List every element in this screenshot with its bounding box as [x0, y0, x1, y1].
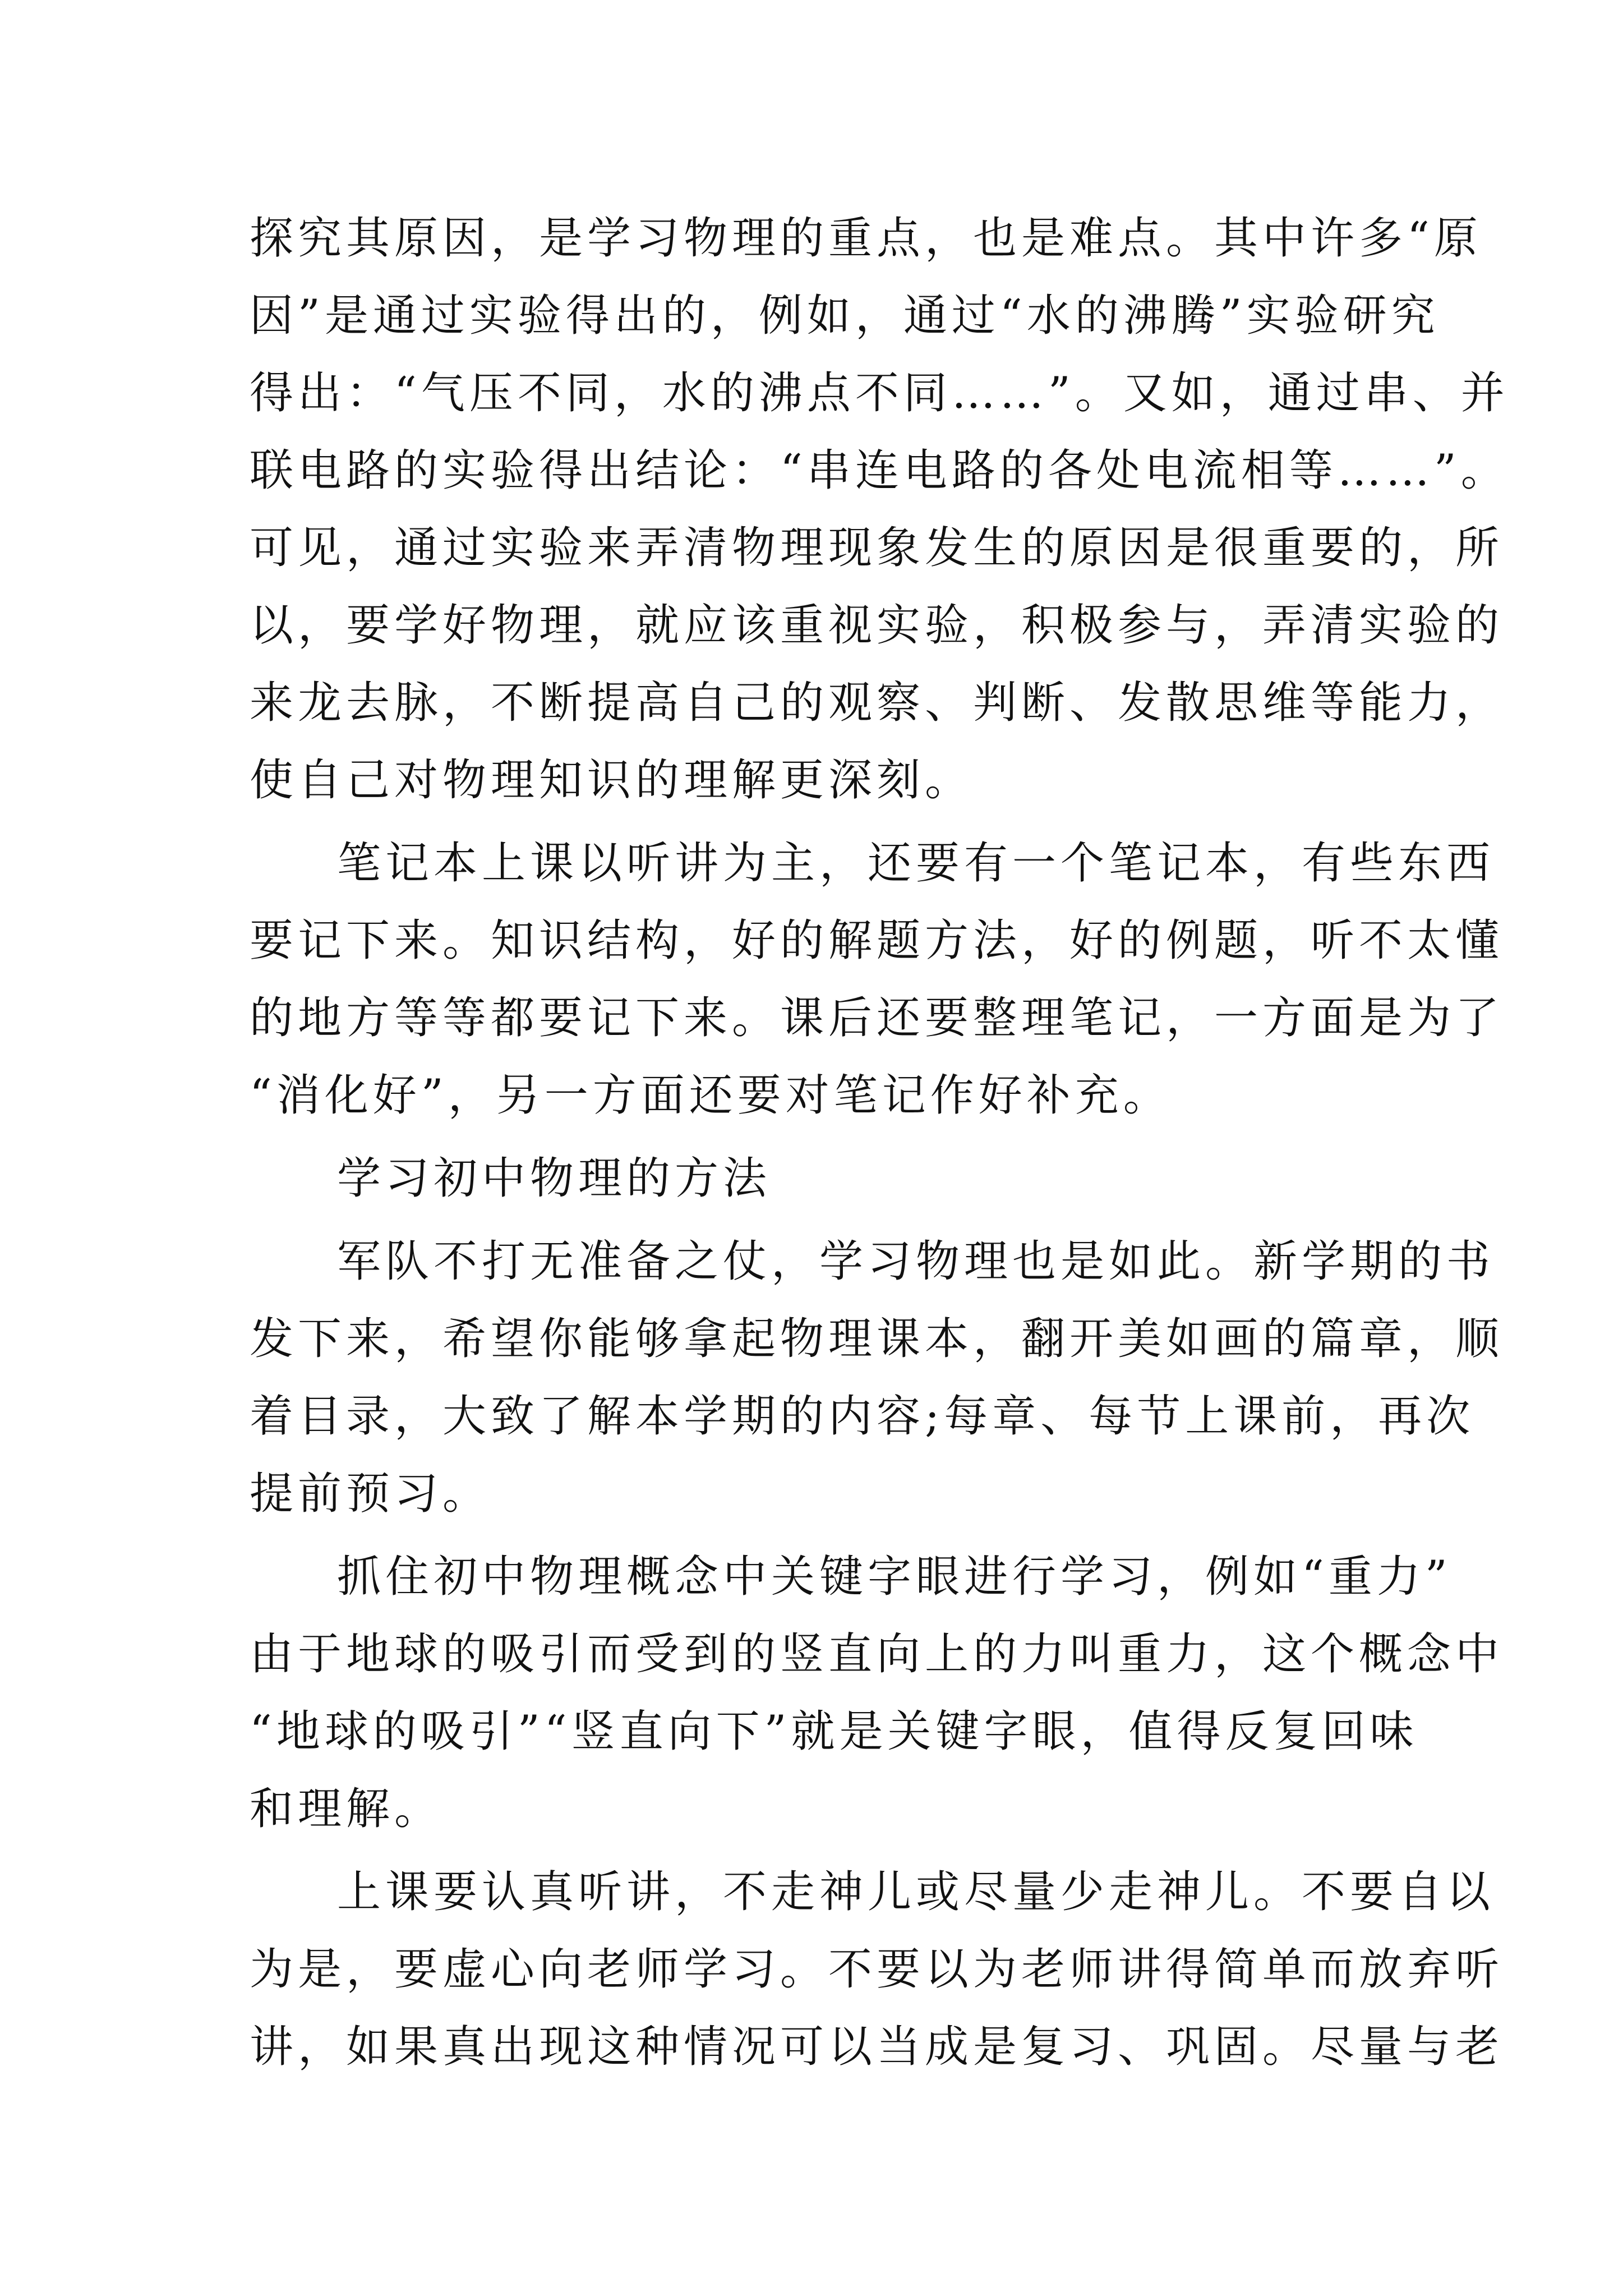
text-line: 提前预习。	[250, 1469, 491, 1519]
text-line: 发下来，希望你能够拿起物理课本，翻开美如画的篇章，顺	[250, 1314, 1504, 1364]
text-line: 讲，如果真出现这种情况可以当成是复习、巩固。尽量与老	[250, 2022, 1504, 2072]
text-line: 可见，通过实验来弄清物理现象发生的原因是很重要的，所	[250, 523, 1504, 573]
text-line: “地球的吸引”“竖直向下”就是关键字眼，值得反复回味	[250, 1706, 1418, 1757]
text-line: 来龙去脉，不断提高自己的观察、判断、发散思维等能力，	[250, 678, 1504, 728]
paragraph-start-line: 军队不打无准备之仗，学习物理也是如此。新学期的书	[337, 1236, 1495, 1287]
paragraph-start-line: 笔记本上课以听讲为主，还要有一个笔记本，有些东西	[337, 838, 1495, 889]
text-line: “消化好”，另一方面还要对笔记作好补充。	[250, 1070, 1172, 1121]
section-heading: 学习初中物理的方法	[337, 1153, 772, 1204]
text-line: 使自己对物理知识的理解更深刻。	[250, 755, 974, 806]
text-line: 探究其原因，是学习物理的重点，也是难点。其中许多“原	[250, 213, 1482, 264]
text-line: 的地方等等都要记下来。课后还要整理笔记，一方面是为了	[250, 993, 1504, 1043]
paragraph-start-line: 抓住初中物理概念中关键字眼进行学习，例如“重力”	[337, 1552, 1452, 1602]
text-line: 为是，要虚心向老师学习。不要以为老师讲得简单而放弃听	[250, 1944, 1504, 1995]
text-line: 因”是通过实验得出的，例如，通过“水的沸腾”实验研究	[250, 291, 1440, 341]
paragraph-start-line: 上课要认真听讲，不走神儿或尽量少走神儿。不要自以	[337, 1867, 1495, 1917]
text-line: 由于地球的吸引而受到的竖直向上的力叫重力，这个概念中	[250, 1629, 1504, 1680]
text-line: 以，要学好物理，就应该重视实验，积极参与，弄清实验的	[250, 600, 1504, 651]
text-line: 要记下来。知识结构，好的解题方法，好的例题，听不太懂	[250, 915, 1504, 966]
text-line: 着目录，大致了解本学期的内容;每章、每节上课前，再次	[250, 1391, 1475, 1442]
text-line: 联电路的实验得出结论：“串连电路的各处电流相等……”。	[250, 445, 1509, 496]
text-line: 和理解。	[250, 1784, 443, 1834]
text-line: 得出：“气压不同，水的沸点不同……”。又如，通过串、并	[250, 368, 1509, 418]
